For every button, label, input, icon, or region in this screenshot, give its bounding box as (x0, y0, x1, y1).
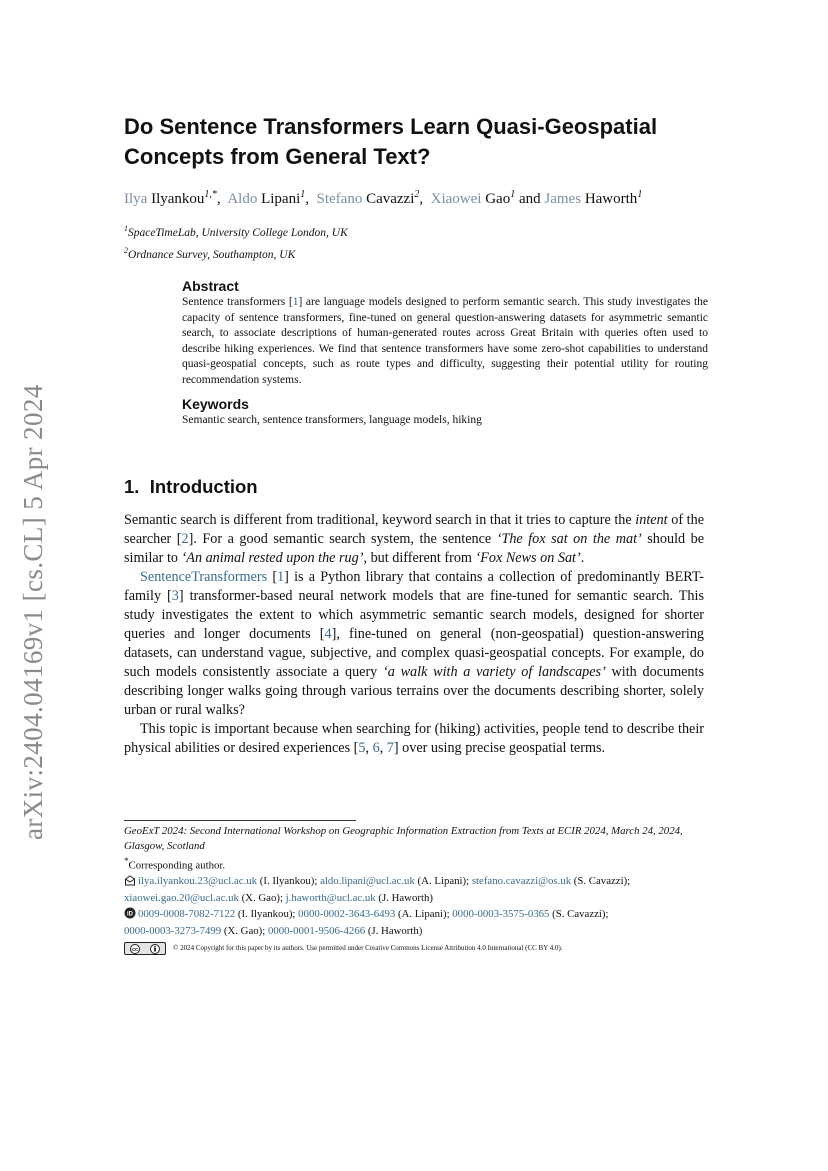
paper-title: Do Sentence Transformers Learn Quasi-Geospatial Concepts from General Text? (124, 114, 658, 169)
author-list: Ilya Ilyankou$^{1,*}$, Aldo Lipani$^1$, Stefano Cavazzi$^2$, Xiaowei Gao$^1$ and James Haworth$^1$ (124, 189, 643, 207)
abstract-heading: Abstract (182, 278, 239, 294)
citation-link[interactable]: 2 (181, 531, 189, 547)
email-icon (124, 875, 136, 891)
paragraph-2: SentenceTransformers [1] is a Python library that contains a collection of predominantly BERT-family [3] transformer-based neural network models that are fine-tuned for semantic search. This study investigates the extent to which asymmetric semantic search models, designed for shorter queries and longer documents [4], fine-tuned on general (non-geospatial) question-answering datasets, can understand vague, subjective, and complex quasi-geospatial concepts. For example, do such models consistently associate a query ‘a walk with a variety of landscapes’ with documents describing longer walks going through various terrains over the documents describing shorter, solely urban or rural walks? (124, 569, 705, 718)
copyright-text: © 2024 Copyright for this paper by its authors. Use permitted under Creative Commons License Attribution 4.0 International (CC BY 4.0). (173, 944, 563, 953)
corresponding-note: *Corresponding author. (124, 856, 226, 872)
author-haworth[interactable]: James Haworth$^1$ (544, 189, 643, 207)
email-note: ilya.ilyankou.23@ucl.ac.uk (I. Ilyankou); aldo.lipani@ucl.ac.uk (A. Lipani); stefano.cavazzi@os.uk (S. Cavazzi); xiaowei.gao.20@ucl.ac.uk (X. Gao); j.haworth@ucl.ac.uk (J. Haworth) (124, 875, 631, 905)
authors-and: and (518, 191, 541, 207)
abstract-text: Sentence transformers [1] are language models designed to perform semantic search. This study investigates the capacity of sentence transformers, fine-tuned on general question-answering datasets for asymmetric semantic search, to associate descriptions of human-generated routes across Great Britain with queries often used to describe hiking experiences. We find that sentence transformers have some zero-shot capabilities to understand quasi-geospatial concepts, such as route types and difficulty, suggesting their potential utility for routing recommendation systems. (182, 296, 708, 386)
orcid-link[interactable]: 0000-0002-3643-6493 (298, 907, 396, 920)
keywords-text: Semantic search, sentence transformers, language models, hiking (182, 414, 482, 426)
keywords (182, 396, 708, 429)
paragraph-3: This topic is important because when searching for (hiking) activities, people tend to describe their physical abilities or desired experiences [5, 6, 7] over using precise geospatial terms. (124, 721, 704, 756)
abstract (182, 278, 708, 389)
author-cavazzi[interactable]: Stefano Cavazzi$^2$ (316, 189, 420, 207)
citation-link[interactable]: 1 (277, 569, 285, 585)
author-ilyankou[interactable]: Ilya Ilyankou$^{1,*}$ (124, 189, 217, 207)
footnotes (124, 824, 710, 956)
citation-link[interactable]: 1 (292, 296, 299, 308)
orcid-icon (124, 907, 136, 924)
svg-text:iD: iD (127, 910, 133, 917)
orcid-link[interactable]: 0000-0001-9506-4266 (267, 924, 366, 937)
email-link[interactable]: j.haworth@ucl.ac.uk (285, 892, 376, 905)
footnote-rule (124, 820, 356, 821)
section-heading-introduction: 1. Introduction (124, 476, 258, 497)
svg-text:cc: cc (131, 946, 139, 953)
citation-link[interactable]: 4 (324, 626, 332, 642)
orcid-link[interactable]: 0000-0003-3575-0365 (452, 907, 550, 920)
citation-link[interactable]: 7 (386, 740, 394, 756)
citation-link[interactable]: 6 (372, 740, 380, 756)
citation-link[interactable]: 3 (171, 588, 179, 604)
orcid-link[interactable]: 0000-0003-3273-7499 (124, 924, 222, 937)
license-row (124, 941, 710, 956)
paragraph-1: Semantic search is different from traditional, keyword search in that it tries to capture the intent of the searcher [2]. For a good semantic search system, the sentence ‘The fox sat on the mat’ should be similar to ‘An animal rested upon the rug’, but different from ‘Fox News on Sat’. (124, 512, 705, 566)
email-link[interactable]: aldo.lipani@ucl.ac.uk (320, 875, 415, 888)
orcid-note: iD 0009-0008-7082-7122 (I. Ilyankou); 0000-0002-3643-6493 (A. Lipani); 0000-0003-3575-0365 (S. Cavazzi); 0000-0003-3273-7499 (X. Gao); 0000-0001-9506-4266 (J. Haworth) (124, 907, 609, 937)
email-link[interactable]: stefano.cavazzi@os.uk (471, 875, 572, 888)
sentence-transformers-link[interactable]: SentenceTransformers (140, 569, 268, 585)
arxiv-identifier[interactable]: arXiv:2404.04169v1 [cs.CL] 5 Apr 2024 (18, 384, 48, 840)
introduction-body (124, 511, 704, 758)
affiliations (124, 220, 348, 264)
citation-link[interactable]: 5 (358, 740, 366, 756)
author-gao[interactable]: Xiaowei Gao$^1$ (430, 189, 516, 207)
affiliation-1: $^1$SpaceTimeLab, University College London, UK (124, 224, 348, 239)
keywords-heading: Keywords (182, 396, 249, 412)
email-link[interactable]: ilya.ilyankou.23@ucl.ac.uk (138, 875, 258, 888)
author-lipani[interactable]: Aldo Lipani$^1$ (227, 189, 306, 207)
cc-by-badge[interactable] (124, 942, 166, 955)
orcid-link[interactable]: 0009-0008-7082-7122 (138, 907, 236, 920)
email-link[interactable]: xiaowei.gao.20@ucl.ac.uk (124, 892, 239, 905)
venue-note: GeoExT 2024: Second International Workshop on Geographic Information Extraction from Texts at ECIR 2024, March 24, 2024, Glasgow, Scotland (124, 825, 683, 853)
affiliation-2: $^2$Ordnance Survey, Southampton, UK (124, 245, 296, 261)
